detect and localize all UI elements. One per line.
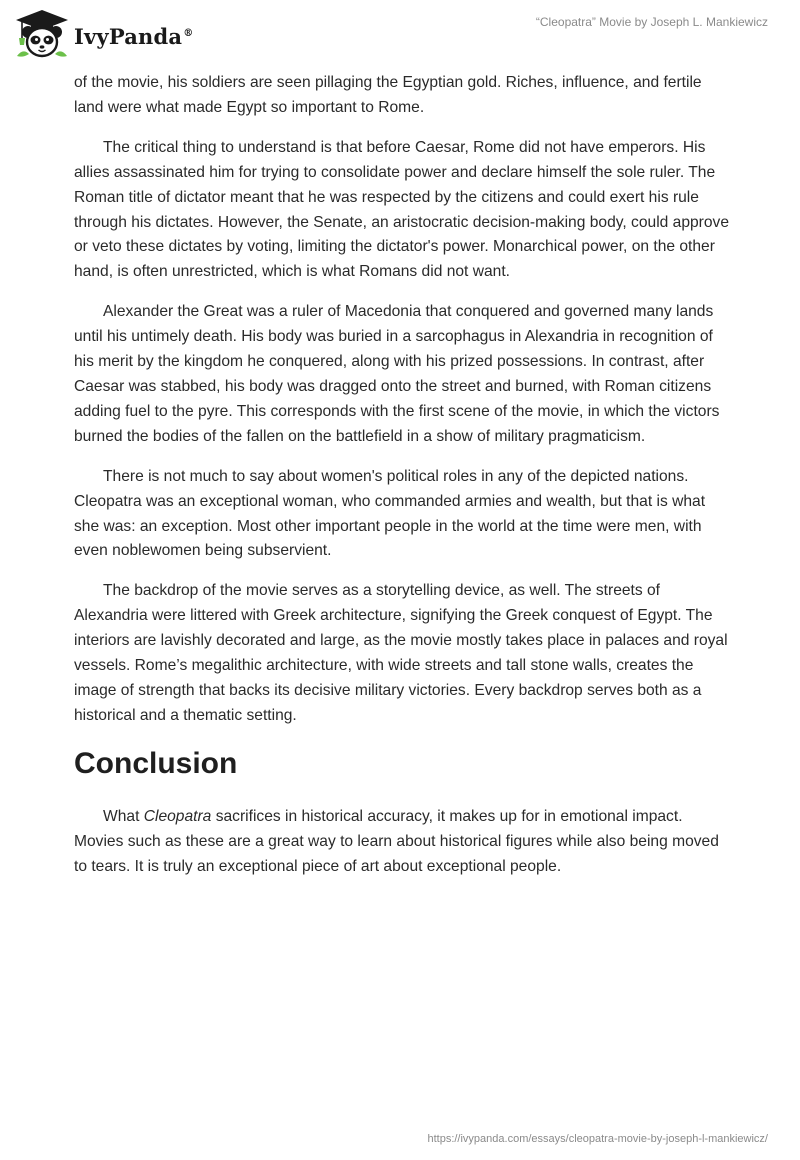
paragraph: The critical thing to understand is that before Caesar, Rome did not have emperors. His allies assassinated him for trying to consolidate power and declare himself the sole ruler. The Roman title of dictator meant that he was respected by the citizens and could exert his rule through his dictates. However, the Senate, an aristocratic decision-making body, could approve or veto these dictates by voting, limiting the dictator's power. Monarchical power, on the other hand, is often unrestricted, which is what Romans did not want. bbox=[74, 138, 730, 281]
paragraph: There is not much to say about women's political roles in any of the depicted nations. Cleopatra was an exceptional woman, who commanded armies and wealth, but that is what she was: an exception. Most other important people in the world at the time were men, with even noblewomen being subservient. bbox=[74, 467, 706, 560]
paragraph: of the movie, his soldiers are seen pillaging the Egyptian gold. Riches, influence, and fertile land were what made Egypt so important to Rome. bbox=[74, 74, 702, 116]
movie-title-italic: Cleopatra bbox=[143, 807, 212, 825]
panda-graduate-icon bbox=[14, 8, 70, 60]
source-url[interactable]: https://ivypanda.com/essays/cleopatra-movie-by-joseph-l-mankiewicz/ bbox=[427, 1133, 768, 1145]
paragraph: Alexander the Great was a ruler of Macedonia that conquered and governed many lands until his untimely death. His body was buried in a sarcophagus in Alexandria in recognition of his merit by the kingdom he conquered, along with his prized possessions. In contrast, after Caesar was stabbed, his body was dragged onto the street and burned, with Roman citizens adding fuel to the pyre. This corresponds with the first scene of the movie, in which the victors burned the bodies of the fallen on the battlefield in a show of military pragmaticism. bbox=[74, 303, 720, 445]
ivypanda-logo[interactable] bbox=[14, 8, 193, 60]
essay-body bbox=[74, 70, 730, 894]
conclusion-paragraph: What Cleopatra sacrifices in historical accuracy, it makes up for in emotional impact. Movies such as these are a great way to learn about historical figures while also being moved to tears. It is truly an exceptional piece of art about exceptional people. bbox=[74, 807, 719, 875]
page-header bbox=[0, 0, 800, 70]
paragraph: The backdrop of the movie serves as a storytelling device, as well. The streets of Alexandria were littered with Greek architecture, signifying the Greek conquest of Egypt. The interiors are lavishly decorated and large, as the movie mostly takes place in palaces and royal vessels. Rome’s megalithic architecture, with wide streets and tall stone walls, creates the image of strength that backs its decisive military victories. Every backdrop serves both as a historical and a thematic setting. bbox=[74, 582, 728, 724]
document-title: “Cleopatra” Movie by Joseph L. Mankiewicz bbox=[535, 15, 768, 29]
section-heading-conclusion: Conclusion bbox=[74, 746, 238, 780]
brand-name: IvyPanda® bbox=[74, 23, 194, 49]
